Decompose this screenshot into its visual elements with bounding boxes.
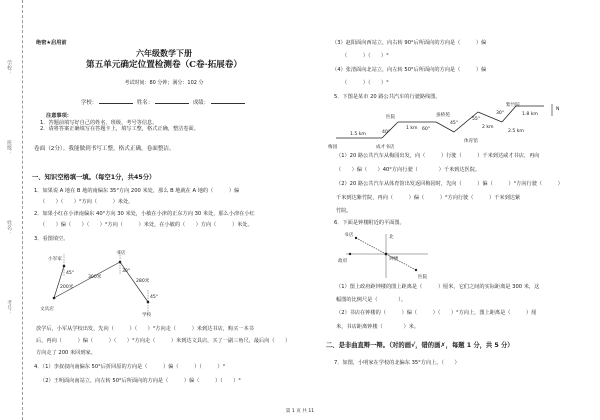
page-footer: 第 1 页 共 11 — [285, 409, 315, 414]
clock-tower-point — [385, 253, 388, 256]
map-label: 医院 — [418, 275, 428, 280]
school-point — [147, 301, 150, 304]
question-text: （2）王明面向南站立，向左转 50°后所面向的方向是（ ）偏（ ）（ ）° — [40, 378, 241, 384]
question-text: 幅图的比例尺是（ ）。 — [336, 297, 407, 303]
question-text: （2）书店在钟楼的（ ）偏（ ）（ ）°方向上，图上距离是（ ）厘 — [336, 310, 537, 316]
binding-label: 学校： — [6, 60, 12, 75]
angle-label: 30° — [496, 111, 505, 116]
distance-label: 1.5 km — [350, 132, 366, 137]
angle-label: 45° — [450, 121, 459, 126]
question-text: 7．如图，小明家在学校的北偏东 35°方向上。（ ） — [334, 360, 460, 366]
distance-label: 300米 — [88, 275, 102, 280]
angle-label: 40° — [382, 130, 391, 135]
question-text: 6．下面是钟楼附近的平面图。 — [334, 220, 405, 226]
question-text: （3）赵阳面向西站立，向右转 90°后所面向的方向是（ ）偏 — [332, 40, 487, 46]
government-point — [349, 253, 351, 255]
notice-title: 注意事项： — [46, 113, 72, 119]
map-label: 钟楼 — [389, 257, 399, 262]
question-text: 5．下图是某市 20 路公共汽车的行驶路线图。 — [334, 94, 441, 100]
question-text: 1．如果说 A 地在 B 地的南偏东 35°方向 200 米处，那么 B 地就在 A 地的（ ）偏 — [34, 188, 240, 194]
right-column — [312, 0, 594, 412]
score-field[interactable] — [211, 99, 245, 104]
question-text: （1）图上政府距钟楼的图上距离是（ ）厘米，它们之间的实际距离是 300 米，这 — [336, 284, 540, 290]
left-column — [30, 0, 298, 412]
bookstore-point — [119, 261, 122, 264]
distance-label: 280米 — [136, 279, 150, 284]
angle-label: 45° — [150, 295, 159, 300]
clock-tower-figure — [336, 230, 436, 282]
north-label: 北 — [389, 235, 394, 240]
question-text: 方向走了 200 米回到家。 — [36, 350, 96, 356]
map-label: 政府 — [338, 259, 348, 264]
exam-meta: 考试时间：80 分钟；满分：102 分 — [124, 80, 204, 86]
section2-title: 二、是非曲直辩一辩。（对的画√，错的画✗，每题 1 分，共 5 分） — [326, 342, 514, 349]
angle-label: 60° — [422, 127, 431, 132]
distance-label: 1.8 km — [522, 112, 538, 117]
school-label: 学校： — [81, 100, 98, 106]
stop-label: 蚕桥苑 — [436, 113, 450, 118]
bookstore-point — [355, 237, 357, 239]
question-text: （ ）偏（ ）（ ）°方向（ ）米处，在小敏的（ ）方向（ ）米处。 — [40, 222, 253, 228]
name-field[interactable] — [155, 99, 189, 104]
north-label: N — [556, 107, 560, 112]
binding-label: 班级： — [6, 140, 12, 155]
angle-label: 55° — [472, 117, 481, 122]
score-note: 卷面（2分）。我能做到书写工整，格式正确，卷面整洁。 — [34, 146, 175, 152]
question-text: 千米到达紫竹院，再向（ ）偏（ ）°方向行驶（ ）千米到达紫 — [336, 195, 521, 201]
stop-label: 成才书店 — [376, 145, 395, 150]
distance-label: 2 km — [482, 125, 494, 130]
question-text: （ ）偏（ ）40°方向行驶（ ）千米到达医院。 — [336, 167, 481, 173]
score-label: 成绩： — [192, 100, 209, 106]
home-point — [63, 265, 66, 268]
stop-label: 梅园 — [328, 145, 338, 150]
student-info-line — [30, 99, 298, 107]
distance-label: 2.5 km — [508, 129, 524, 134]
notice-item: 1．答题前填写好自己的姓名、班级、考号等信息。 — [40, 119, 158, 126]
stop-label: 医院 — [386, 115, 396, 120]
question-text: （ ）（ ）°方向（ ）米处。 — [40, 199, 134, 205]
bus-route-figure — [326, 102, 588, 150]
angle-label: 30° — [122, 269, 131, 274]
notice-block — [36, 113, 199, 133]
binding-label: 考号： — [6, 300, 12, 315]
angle-label: 45° — [66, 271, 75, 276]
question-text: 放学后，小军从学校出发，先向（ ）（ ）°方向走（ ）米到达书店，购买一本书 — [36, 326, 254, 332]
binding-label: 姓名： — [6, 220, 12, 235]
distance-label: 200米 — [60, 285, 74, 290]
question-text: 3．看图填空。 — [34, 236, 69, 242]
map-label: 书店 — [344, 233, 354, 238]
question-text: （ ）（ ）° — [342, 80, 389, 86]
question-text: 4．（1）李叔叔向南偏东 50°后折回原的方向是（ ）偏（ ）（ ）° — [34, 364, 226, 370]
question-text: 米，书店距离钟楼（ ）米。 — [336, 324, 420, 330]
stop-label: 体育馆 — [464, 139, 478, 144]
question-text: （ ）（ ）° — [342, 53, 389, 59]
binding-margin — [0, 0, 23, 420]
stationery-point — [53, 297, 56, 300]
question-text: （4）张清面向北站立，向左转 50°后所面向的方向是（ ）偏 — [332, 67, 487, 73]
hospital-point — [415, 269, 417, 271]
question-text: （1）20 路公共汽车从梅园出发，向（ ）行驶（ ）千米到达咸才书店，再向 — [336, 153, 540, 159]
stationery-label: 文具店 — [40, 307, 54, 312]
exam-title-line2: 第五单元确定位置检测卷（C卷·拓展卷） — [86, 60, 242, 70]
bookstore-label: 书店 — [116, 251, 126, 256]
section1-title: 一、知识空格填一填。（每空1分，共45分） — [32, 174, 156, 181]
question-text: （2）20 路公共汽车从体育馆出发返回梅园时，先向（ ）偏（ ）°方向行驶（ ） — [336, 181, 563, 187]
question-text: 2．如果小红在小津南偏东 40°方向 30 米处，小敏在小津的正东方向 30 米处，那么小津在小红 — [34, 211, 255, 217]
exam-title-line1: 六年级数学下册 — [136, 48, 192, 58]
name-label: 姓名： — [136, 100, 154, 106]
stop-label: 紫竹院 — [506, 103, 520, 108]
distance-label: 1 km — [406, 126, 418, 131]
question-text: 竹院。 — [336, 208, 352, 214]
school-label: 学校 — [142, 313, 152, 318]
direction-line — [356, 238, 386, 254]
home-label: 小军家 — [48, 257, 62, 262]
notice-item: 2．请将答案正确填写在答题卡上，填写工整，格式正确，整洁卷面。 — [40, 126, 199, 132]
route-map-figure — [38, 246, 188, 322]
school-field[interactable] — [99, 99, 133, 104]
secret-label: 绝密★启用前 — [36, 40, 67, 46]
question-text: 后，再向（ ）偏（ ）（ ）°方向走（ ）米到达文具店，买了一副三角尺，最后向（ ） — [36, 338, 291, 344]
